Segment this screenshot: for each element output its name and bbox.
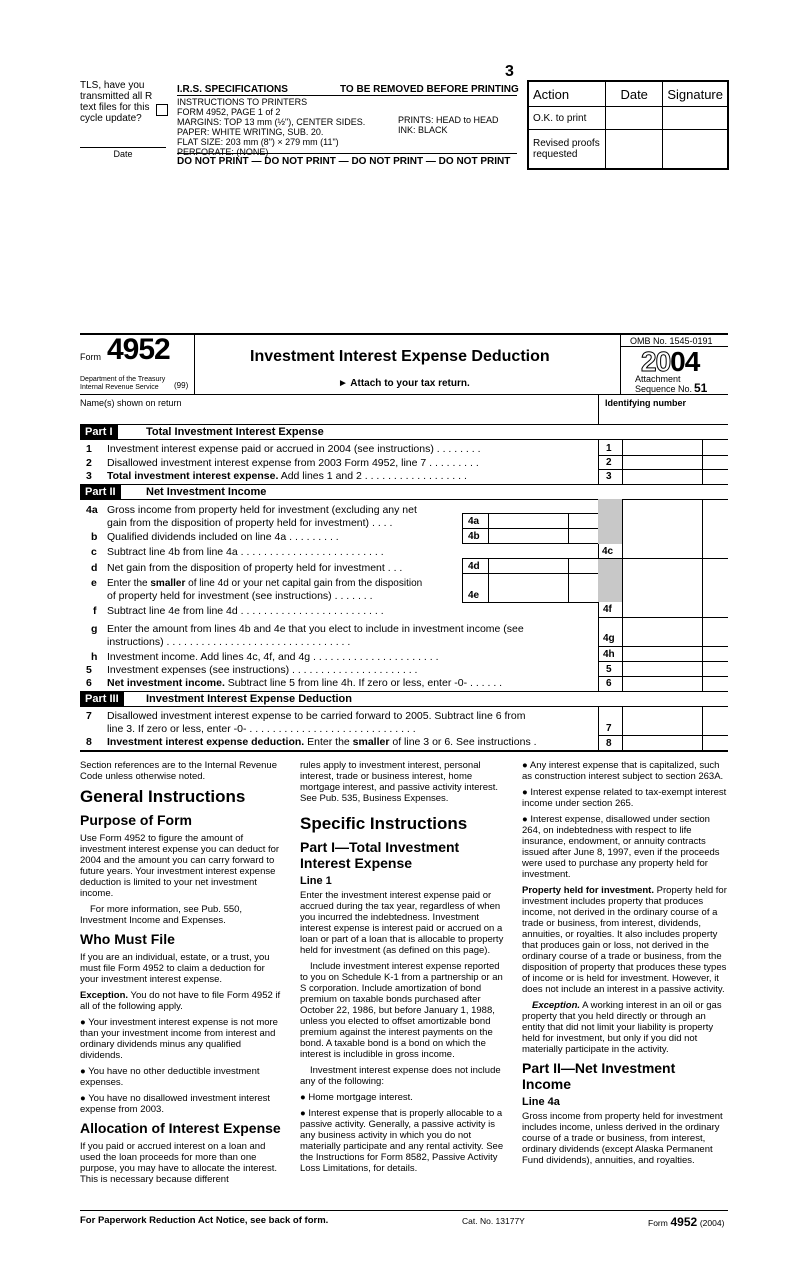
part2-badge: Part II [80, 485, 121, 499]
approval-header: Action [529, 82, 606, 107]
identifying-number-label: Identifying number [605, 398, 686, 408]
bullet-item: ● Interest expense related to tax-exempt interest income under section 265. [522, 787, 727, 809]
purpose-p1: Use Form 4952 to figure the amount of investment interest expense you can deduct for 2004 and the amount you can carry forward to future years. Your investment interest expense deduction is limited to your net investment income. [80, 833, 280, 899]
approval-row-label: O.K. to print [529, 107, 606, 130]
line-number: d [91, 562, 98, 574]
dept-code: (99) [174, 381, 189, 390]
line-text: Add lines 1 and 2 [278, 470, 362, 482]
line-text: Investment interest expense paid or accrued in 2004 (see instructions) [107, 443, 434, 455]
line-text: of property held for investment (see instructions) [107, 590, 332, 602]
bullet-text: Interest expense, disallowed under section 264, on indebtedness with respect to life insurance, endowment, or annuity contracts issued after June 8, 1997, even if the proceeds were used to purchase any property held for investment. [522, 814, 720, 880]
omb-number: OMB No. 1545-0191 [630, 336, 713, 346]
dept-line: Internal Revenue Service [80, 384, 159, 391]
spec-line: MARGINS: TOP 13 mm (½"), CENTER SIDES. [177, 117, 366, 127]
line-number: 6 [86, 677, 92, 689]
approval-cell[interactable] [663, 107, 728, 130]
spec-line: FLAT SIZE: 203 mm (8") × 279 mm (11") [177, 137, 339, 147]
line-text: Investment expenses (see instructions) [107, 664, 290, 676]
footer-form-number: 4952 [670, 1215, 698, 1229]
exception-bold: Exception. [80, 990, 129, 1001]
line-4g-text2: instructions) . . . . . . . . . . . . . . . . . . . . . . . . . . . . . . . . [107, 636, 351, 648]
line-4d-text: Net gain from the disposition of property held for investment . . . [107, 562, 403, 574]
box-label: 4g [603, 633, 615, 644]
approval-header: Signature [663, 82, 728, 107]
line4a-p: Gross income from property held for investment includes income, unless derived in the ordinary course of a trade or business, from interest, ordinary dividends (except Alaska Permanent Fund dividends), annuities, and royalties. [522, 1111, 723, 1166]
approval-cell[interactable] [663, 130, 728, 169]
line-text-bold: smaller [352, 736, 390, 748]
year-outline: 20 [641, 346, 671, 377]
approval-cell[interactable] [606, 107, 663, 130]
line-4f-text: Subtract line 4e from line 4d . . . . . . . . . . . . . . . . . . . . . . . . . [107, 605, 384, 617]
part1-heading: Part I—Total Investment Interest Expense [300, 839, 460, 871]
intro-text: Section references are to the Internal Revenue Code unless otherwise noted. [80, 760, 277, 782]
part3-title: Investment Interest Expense Deduction [146, 693, 352, 705]
line-number: 8 [86, 736, 92, 748]
line-number: 2 [86, 457, 92, 469]
bullet-item: ● Interest expense that is properly allocable to a passive activity. Generally, a passive activity is any business activity in which you do not materially participate and any rental activity. See the Instructions for Form 8582, Passive Activity Loss Limitations, for details. [300, 1108, 504, 1174]
who-p1: If you are an individual, estate, or a trust, you must file Form 4952 to claim a deduction for your investment interest expense. [80, 952, 270, 985]
bullet-item: ● You have no other deductible investment expenses. [80, 1066, 260, 1088]
line-4e-text2: of property held for investment (see instructions) . . . . . . . [107, 590, 373, 602]
line1-p2: Include investment interest expense reported to you on Schedule K-1 from a partnership or an S corporation. Include amortization of bond premium on taxable bonds purchased after October 22, 1986, but before January 1, 1988, unless you elected to offset amortizable bond premium against the interest payments on the bond. A taxable bond is a bond on which the interest is includible in gross income. [300, 961, 503, 1060]
property-p [522, 885, 728, 995]
box-label: 7 [606, 723, 612, 734]
instructions-col2 [300, 760, 505, 1179]
ink-value: INK: BLACK [398, 125, 448, 135]
purpose-p2: For more information, see Pub. 550, Investment Income and Expenses. [80, 904, 243, 926]
footer-year: (2004) [699, 1218, 725, 1228]
line-number: g [91, 623, 98, 635]
tls-checkbox[interactable] [156, 104, 168, 116]
bullet-text: Any interest expense that is capitalized, such as construction interest subject to section 263A. [522, 760, 724, 782]
prints-value: PRINTS: HEAD to HEAD [398, 115, 499, 125]
property-bold: Property held for investment. [522, 885, 654, 896]
page-number: 3 [505, 63, 514, 80]
box-label: 5 [606, 664, 612, 675]
alloc-heading: Allocation of Interest Expense [80, 1120, 281, 1136]
bullet-text: Home mortgage interest. [308, 1092, 413, 1103]
sequence-number: 51 [694, 381, 708, 395]
exception-text: You do not have to file Form 4952 if all of the following apply. [80, 990, 281, 1012]
line-text-bold: Net investment income. [107, 677, 225, 689]
line-number: h [91, 651, 98, 663]
exception-p [80, 990, 285, 1012]
bullet-text: You have no other deductible investment expenses. [80, 1066, 260, 1088]
approval-row-label: Revised proofs requested [529, 130, 606, 169]
line-number: 7 [86, 710, 92, 722]
line1-heading: Line 1 [300, 875, 332, 887]
line-text: Enter the [304, 736, 353, 748]
box-label: 4b [468, 531, 480, 542]
line-number: e [91, 577, 97, 589]
part2-title: Net Investment Income [146, 486, 267, 498]
line-text-bold: smaller [150, 578, 186, 589]
box-label: 1 [606, 443, 612, 454]
specific-heading: Specific Instructions [300, 814, 468, 833]
footer-form [648, 1215, 724, 1229]
exception2-bold: Exception. [532, 1000, 581, 1011]
line1-p1: Enter the investment interest expense paid or accrued during the tax year, regardless of when you incurred the indebtedness. Investment interest expense is interest paid or accrued on a loan or part of a loan that is allocable to property held for investment (as defined on this page). [300, 890, 504, 956]
line-number: f [93, 605, 97, 617]
date-label: Date [80, 147, 166, 159]
line-8-text: Investment interest expense deduction. Enter the smaller of line 3 or 6. See instructions . [107, 736, 537, 748]
names-label: Name(s) shown on return [80, 398, 182, 408]
bullet-item: ● Your investment interest expense is not more than your investment income from interest and ordinary dividends minus any qualified dividends. [80, 1017, 278, 1061]
line-3-text: Total investment interest expense. Add lines 1 and 2 . . . . . . . . . . . . . . . . . . [107, 470, 467, 482]
line-number: 5 [86, 664, 92, 676]
line1-p3: Investment interest expense does not include any of the following: [300, 1065, 501, 1087]
box-label: 8 [606, 738, 612, 749]
line-4h-text: Investment income. Add lines 4c, 4f, and 4g . . . . . . . . . . . . . . . . . . . . . . [107, 651, 439, 663]
shaded-cell [598, 558, 622, 602]
line-6-text: Net investment income. Subtract line 5 from line 4h. If zero or less, enter -0- . . . . . . [107, 677, 503, 689]
part1-badge: Part I [80, 425, 118, 439]
attachment-label: Attachment [635, 374, 681, 384]
line-text: of line 3 or 6. See instructions [389, 736, 531, 748]
line-number: c [91, 546, 97, 558]
line-number: 3 [86, 470, 92, 482]
spec-line: FORM 4952, PAGE 1 of 2 [177, 107, 281, 117]
line-text: Subtract line 4b from line 4a [107, 546, 238, 558]
exception2-text: A working interest in an oil or gas property that you held directly or through an entity that did not limit your liability is property held for investment, but only if you did not materially participate in the activity. [522, 1000, 722, 1055]
approval-cell[interactable] [606, 130, 663, 169]
instructions-col3 [522, 760, 728, 1171]
do-not-print: DO NOT PRINT — DO NOT PRINT — DO NOT PRINT — DO NOT PRINT [177, 156, 511, 167]
box-label: 2 [606, 457, 612, 468]
line-text: instructions) [107, 636, 164, 648]
attach-note: ► Attach to your tax return. [338, 378, 470, 389]
general-heading: General Instructions [80, 787, 246, 806]
spec-line: PAPER: WHITE WRITING, SUB. 20. [177, 127, 324, 137]
bullet-text: Interest expense related to tax-exempt interest income under section 265. [522, 787, 727, 809]
box-label: 4f [603, 604, 612, 615]
box-label: 3 [606, 471, 612, 482]
line-text: Enter the [107, 578, 151, 589]
line-text: Subtract line 4e from line 4d [107, 605, 238, 617]
bullet-text: Interest expense that is properly allocable to a passive activity. Generally, a passive activity is any business activity in which you do not materially participate and any rental activity. See the Instructions for Form 8582, Passive Activity Loss Limitations, for details. [300, 1108, 504, 1174]
spec-line: PERFORATE: (NONE) [177, 147, 269, 157]
line-text-bold: Total investment interest expense. [107, 470, 279, 482]
line-1-text: Investment interest expense paid or accrued in 2004 (see instructions) . . . . . . . . [107, 443, 481, 455]
box-label: 4e [468, 590, 480, 601]
line-number: 4a [86, 504, 98, 516]
bullet-item: ● Home mortgage interest. [300, 1092, 413, 1103]
box-label: 6 [606, 678, 612, 689]
bullet-text: Your investment interest expense is not more than your investment income from interest and ordinary dividends minus any qualified dividends. [80, 1017, 278, 1061]
box-label: 4h [603, 649, 615, 660]
line4a-heading: Line 4a [522, 1096, 560, 1108]
spec-prints [398, 115, 499, 135]
bullet-item: ● Any interest expense that is capitalized, such as construction interest subject to section 263A. [522, 760, 724, 782]
part1-title: Total Investment Interest Expense [146, 426, 324, 438]
alloc-p1: If you paid or accrued interest on a loan and used the loan proceeds for more than one purpose, you may have to allocate the interest. This is necessary because different [80, 1141, 277, 1185]
line-4e-text1 [107, 577, 422, 590]
line-4a-text1: Gross income from property held for investment (excluding any net [107, 504, 417, 516]
spec-title: I.R.S. SPECIFICATIONS [177, 84, 288, 95]
footer-form-word: Form [648, 1218, 668, 1228]
paperwork-notice: For Paperwork Reduction Act Notice, see back of form. [80, 1215, 329, 1226]
purpose-heading: Purpose of Form [80, 812, 193, 828]
bullet-text: You have no disallowed investment interest expense from 2003. [80, 1093, 271, 1115]
bullet-item: ● You have no disallowed investment interest expense from 2003. [80, 1093, 271, 1115]
form-number: 4952 [107, 333, 170, 366]
part2-heading: Part II—Net Investment Income [522, 1060, 676, 1092]
line-number: 1 [86, 443, 92, 455]
line-text: Net gain from the disposition of property held for investment [107, 562, 385, 574]
line-text: of line 4d or your net capital gain from the disposition [185, 578, 423, 589]
form-title: Investment Interest Expense Deduction [250, 348, 550, 365]
line-text: Qualified dividends included on line 4a [107, 531, 287, 543]
cat-number: Cat. No. 13177Y [462, 1216, 525, 1226]
form-word: Form [80, 352, 101, 362]
attachment-seq [635, 374, 692, 394]
line-7-text1: Disallowed investment interest expense to be carried forward to 2005. Subtract line 6 from [107, 710, 526, 722]
line-number: b [91, 531, 98, 543]
line-text: Investment income. Add lines 4c, 4f, and 4g [107, 651, 311, 663]
cont-p: rules apply to investment interest, personal interest, trade or business interest, home mortgage interest, and passive activity interest. See Pub. 535, Business Expenses. [300, 760, 499, 804]
line-5-text: Investment expenses (see instructions) . . . . . . . . . . . . . . . . . . . . . . [107, 664, 418, 676]
line-7-text2: line 3. If zero or less, enter -0- . . . . . . . . . . . . . . . . . . . . . . . . . . . . . [107, 723, 416, 735]
approval-header: Date [606, 82, 663, 107]
line-2-text: Disallowed investment interest expense from 2003 Form 4952, line 7 . . . . . . . . . [107, 457, 479, 469]
tls-question: TLS, have you transmitted all R text files for this cycle update? [80, 80, 153, 124]
line-4c-text: Subtract line 4b from line 4a . . . . . . . . . . . . . . . . . . . . . . . . . [107, 546, 384, 558]
line-text: line 3. If zero or less, enter -0- [107, 723, 247, 735]
shaded-cell [598, 499, 622, 544]
bullet-item: ● Interest expense, disallowed under section 264, on indebtedness with respect to life insurance, endowment, or annuity contracts issued after June 8, 1997, even if the proceeds were used to purchase any property held for investment. [522, 814, 720, 880]
property-text: Property held for investment includes property that produces income, not derived in the ordinary course of a trade or business, from interest, dividends, annuities, or royalties. It also includes property that produces gain or loss, not derived in the ordinary course of a trade or business, from the disposition of property that produces these types of income or is held for investment. However, it does not include an interest in a passive activity. [522, 885, 727, 995]
spec-line: INSTRUCTIONS TO PRINTERS [177, 97, 308, 107]
line-4b-text: Qualified dividends included on line 4a . . . . . . . . . [107, 531, 339, 543]
part3-badge: Part III [80, 692, 124, 706]
sequence-label: Sequence No. [635, 384, 693, 394]
line-text: Disallowed investment interest expense from 2003 Form 4952, line 7 [107, 457, 427, 469]
line-text: Subtract line 5 from line 4h. If zero or less, enter -0- [224, 677, 468, 689]
department [80, 376, 165, 392]
box-label: 4c [602, 546, 614, 557]
year-bold: 04 [670, 346, 700, 377]
box-label: 4a [468, 516, 480, 527]
box-label: 4d [468, 561, 480, 572]
dept-line: Department of the Treasury [80, 376, 166, 383]
line-text: gain from the disposition of property held for investment) [107, 517, 370, 529]
remove-note: TO BE REMOVED BEFORE PRINTING [340, 84, 519, 95]
line-text-bold: Investment interest expense deduction. [107, 736, 305, 748]
instructions-col1 [80, 760, 285, 1190]
approval-table [527, 80, 729, 170]
who-heading: Who Must File [80, 931, 175, 947]
exception2-p [522, 1000, 728, 1055]
line-4a-text2: gain from the disposition of property held for investment) . . . . [107, 517, 393, 529]
line-4g-text1: Enter the amount from lines 4b and 4e that you elect to include in investment income (see [107, 623, 524, 635]
